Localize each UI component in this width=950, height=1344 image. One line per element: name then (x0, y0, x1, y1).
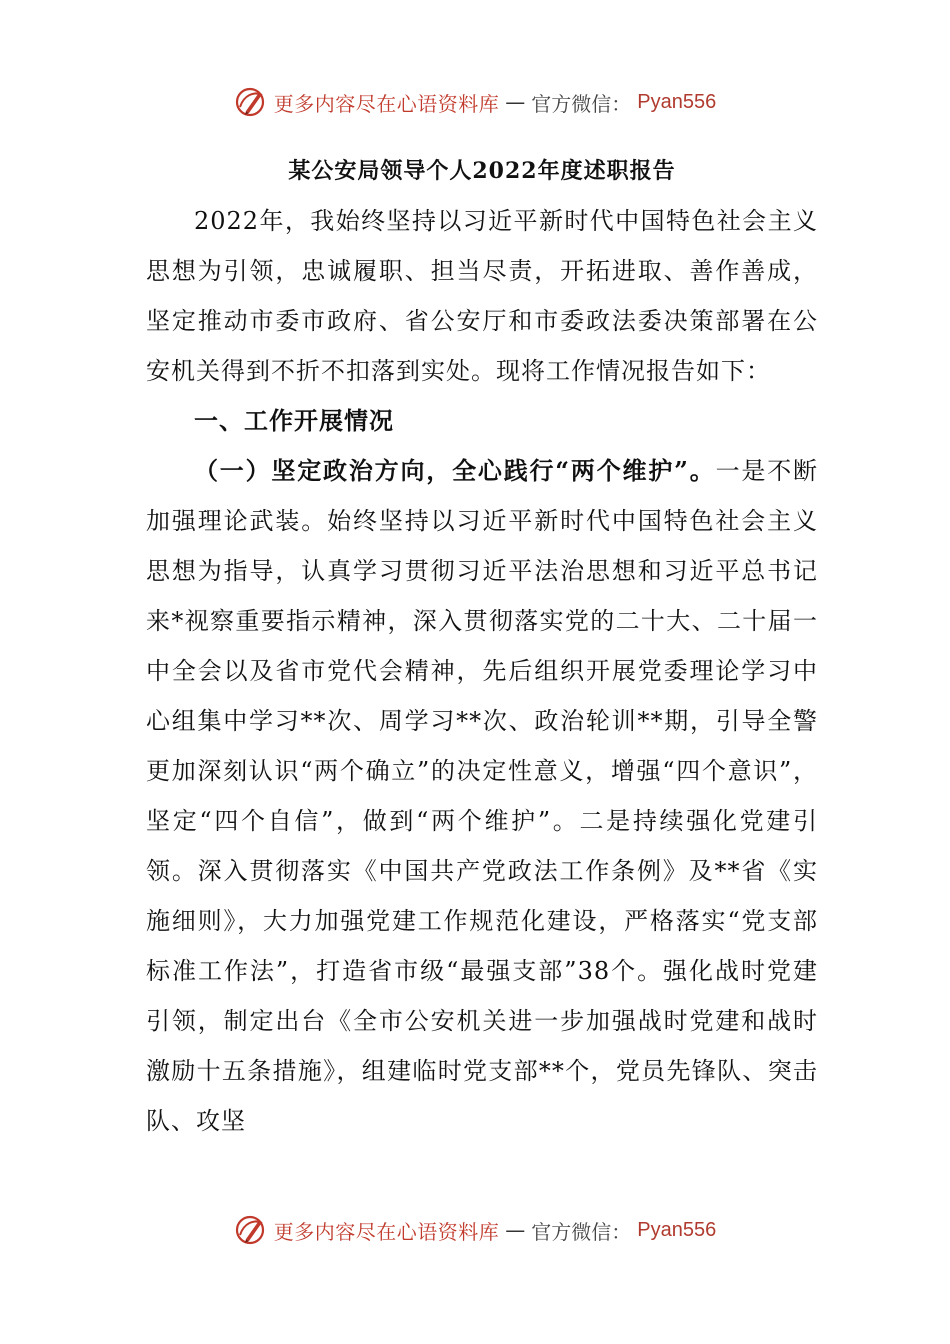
watermark-wechat-id: Pyan556 (637, 1218, 717, 1241)
pen-swirl-logo-icon (234, 85, 268, 119)
subsection-paragraph (146, 446, 818, 1146)
document-title: 某公安局领导个人2022年度述职报告 (288, 158, 676, 184)
document-body (146, 148, 818, 1146)
watermark-site-text: 更多内容尽在心语资料库 (273, 1219, 500, 1244)
watermark-wechat-label: 官方微信： (531, 1219, 632, 1244)
section-heading: 一、工作开展情况 (194, 406, 394, 435)
subsection-lead: （一）坚定政治方向，全心践行“两个维护”。 (194, 456, 716, 485)
intro-paragraph: 2022年，我始终坚持以习近平新时代中国特色社会主义思想为引领，忠诚履职、担当尽责，开拓进取、善作善成，坚定推动市委市政府、省公安厅和市委政法委决策部署在公安机关得到不折不扣落到实处。现将工作情况报告如下： (146, 207, 818, 385)
footer-watermark (0, 1208, 950, 1252)
watermark-site-text: 更多内容尽在心语资料库 (273, 91, 500, 116)
watermark-dash: — (505, 90, 526, 114)
watermark-wechat-id: Pyan556 (637, 90, 717, 113)
header-watermark (0, 80, 950, 124)
watermark-dash: — (505, 1218, 526, 1242)
watermark-wechat-label: 官方微信： (531, 91, 632, 116)
pen-swirl-logo-icon (234, 1213, 268, 1247)
subsection-body: 一是不断加强理论武装。始终坚持以习近平新时代中国特色社会主义思想为指导，认真学习贯彻习近平法治思想和习近平总书记来*视察重要指示精神，深入贯彻落实党的二十大、二十届一中全会以及省市党代会精神，先后组织开展党委理论学习中心组集中学习**次、周学习**次、政治轮训**期，引导全警更加深刻认识“两个确立”的决定性意义，增强“四个意识”，坚定“四个自信”，做到“两个维护”。二是持续强化党建引领。深入贯彻落实《中国共产党政法工作条例》及**省《实施细则》，大力加强党建工作规范化建设，严格落实“党支部标准工作法”，打造省市级“最强支部”38个。强化战时党建引领，制定出台《全市公安机关进一步加强战时党建和战时激励十五条措施》，组建临时党支部**个，党员先锋队、突击队、攻坚 (146, 457, 819, 1135)
